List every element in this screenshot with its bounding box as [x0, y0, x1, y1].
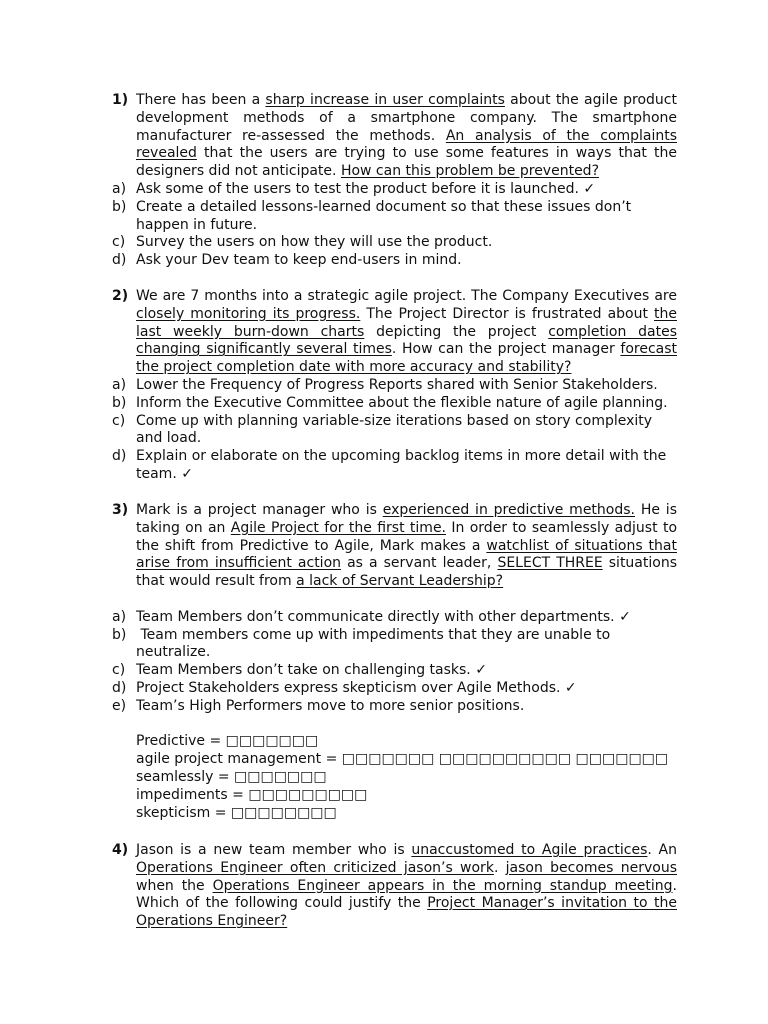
- answer-option: [112, 199, 677, 235]
- stem-underlined-text: the last weekly burn-down charts: [136, 305, 677, 340]
- answer-option: [112, 698, 677, 716]
- stem-text: He is taking on an: [136, 502, 677, 536]
- stem-underlined-text: Operations Engineer often criticized jason’s work: [136, 859, 494, 876]
- answer-option: [112, 413, 677, 449]
- vocab-line: seamlessly = □□□□□□□: [136, 768, 327, 785]
- spacer: [112, 591, 677, 609]
- answer-option: [112, 181, 677, 199]
- question-number: 4): [112, 842, 129, 858]
- stem-underlined-text: a lack of Servant Leadership?: [296, 573, 504, 590]
- option-text: Team Members don’t take on challenging tasks. ✓: [136, 662, 487, 679]
- option-text: Team’s High Performers move to more senior positions.: [136, 697, 525, 714]
- vocab-line: impediments = □□□□□□□□□: [136, 786, 368, 803]
- option-letter: b): [112, 626, 127, 643]
- question-1: [112, 92, 677, 270]
- stem-underlined-text: forecast the project completion date with more accuracy and stability?: [136, 341, 678, 376]
- stem-text: We are 7 months into a strategic agile project. The Company Executives are: [136, 288, 677, 304]
- question-3: [112, 502, 677, 822]
- answer-option: [112, 627, 677, 663]
- option-letter: d): [112, 679, 127, 696]
- stem-text: In order to seamlessly adjust to the shift from Predictive to Agile, Mark makes a: [136, 519, 678, 554]
- option-letter: b): [112, 198, 127, 215]
- answer-option: [112, 609, 677, 627]
- stem-underlined-text: SELECT THREE: [497, 555, 603, 572]
- option-letter: d): [112, 252, 127, 269]
- stem-underlined-text: watchlist of situations that arise from insufficient action: [136, 537, 677, 572]
- answer-option: [112, 662, 677, 680]
- stem-underlined-text: Project Manager’s invitation to the Operations Engineer?: [136, 895, 677, 930]
- stem-underlined-text: jason becomes nervous: [505, 859, 678, 876]
- stem-text: as a servant leader,: [341, 555, 498, 572]
- option-letter: b): [112, 394, 127, 411]
- option-text: Come up with planning variable-size iterations based on story complexity and load.: [136, 412, 653, 447]
- stem-text: Mark is a project manager who is: [136, 502, 383, 518]
- stem-text: depicting the project: [364, 323, 549, 340]
- question-2: [112, 288, 677, 484]
- option-letter: c): [112, 662, 126, 679]
- answer-option: [112, 448, 677, 484]
- stem-underlined-text: How can this problem be prevented?: [340, 163, 599, 180]
- spacer: [112, 716, 677, 734]
- stem-underlined-text: sharp increase in user complaints: [265, 92, 505, 108]
- answer-option: [112, 252, 677, 270]
- question-4: [112, 842, 677, 931]
- option-text: Team members come up with impediments that they are unable to neutralize.: [136, 626, 615, 661]
- stem-text: . An: [647, 842, 678, 858]
- option-letter: c): [112, 412, 126, 429]
- stem-underlined-text: An analysis of the complaints revealed: [136, 127, 677, 162]
- stem-text: Jason is a new team member who is: [136, 842, 412, 858]
- option-letter: a): [112, 376, 127, 393]
- answer-option: [112, 680, 677, 698]
- option-letter: d): [112, 448, 127, 465]
- question-number: 2): [112, 288, 129, 304]
- question-stem: [112, 288, 677, 377]
- stem-text: The Project Director is frustrated about: [360, 305, 654, 322]
- vocab-line: Predictive = □□□□□□□: [136, 733, 319, 750]
- vocab-line: agile project management = □□□□□□□ □□□□□□□□□□ □□□□□□□: [136, 751, 669, 768]
- stem-text: that the users are trying to use some features in ways that the designers did not anticipate.: [136, 145, 677, 180]
- stem-underlined-text: experienced in predictive methods.: [382, 502, 635, 518]
- stem-text: when the: [136, 877, 213, 894]
- stem-underlined-text: completion dates changing significantly several times: [136, 323, 677, 358]
- option-text: Ask some of the users to test the product before it is launched. ✓: [136, 180, 596, 197]
- option-text: Lower the Frequency of Progress Reports shared with Senior Stakeholders.: [136, 376, 658, 393]
- question-number: 1): [112, 92, 129, 108]
- stem-text: situations that would result from: [136, 555, 677, 590]
- option-text: Create a detailed lessons-learned document so that these issues don’t happen in future.: [136, 198, 632, 233]
- stem-text: . How can the project manager: [391, 341, 621, 358]
- option-letter: e): [112, 697, 127, 714]
- answer-option: [112, 395, 677, 413]
- vocab-line: skepticism = □□□□□□□□: [136, 804, 337, 821]
- question-stem: [112, 502, 677, 591]
- option-letter: a): [112, 608, 127, 625]
- question-number: 3): [112, 502, 129, 518]
- stem-text: .: [493, 859, 506, 876]
- question-stem: [112, 842, 677, 931]
- answer-option: [112, 377, 677, 395]
- option-text: Project Stakeholders express skepticism over Agile Methods. ✓: [136, 679, 577, 696]
- option-text: Ask your Dev team to keep end-users in mind.: [136, 252, 462, 269]
- option-letter: a): [112, 180, 127, 197]
- option-text: Team Members don’t communicate directly with other departments. ✓: [136, 608, 631, 625]
- stem-underlined-text: Agile Project for the first time.: [230, 519, 447, 536]
- stem-underlined-text: closely monitoring its progress.: [136, 305, 361, 322]
- option-text: Inform the Executive Committee about the flexible nature of agile planning.: [136, 394, 668, 411]
- option-text: Explain or elaborate on the upcoming backlog items in more detail with the team. ✓: [136, 448, 667, 482]
- stem-underlined-text: unaccustomed to Agile practices: [411, 842, 648, 858]
- option-letter: c): [112, 234, 126, 251]
- stem-underlined-text: Operations Engineer appears in the morning standup meeting: [212, 877, 673, 894]
- question-stem: [112, 92, 677, 181]
- option-text: Survey the users on how they will use the product.: [136, 234, 493, 251]
- stem-text: There has been a: [136, 92, 266, 108]
- stem-text: about the agile product development methods of a smartphone company. The smartphone manufacturer re-assessed the methods.: [136, 92, 677, 144]
- stem-text: . Which of the following could justify the: [136, 877, 677, 912]
- answer-option: [112, 234, 677, 252]
